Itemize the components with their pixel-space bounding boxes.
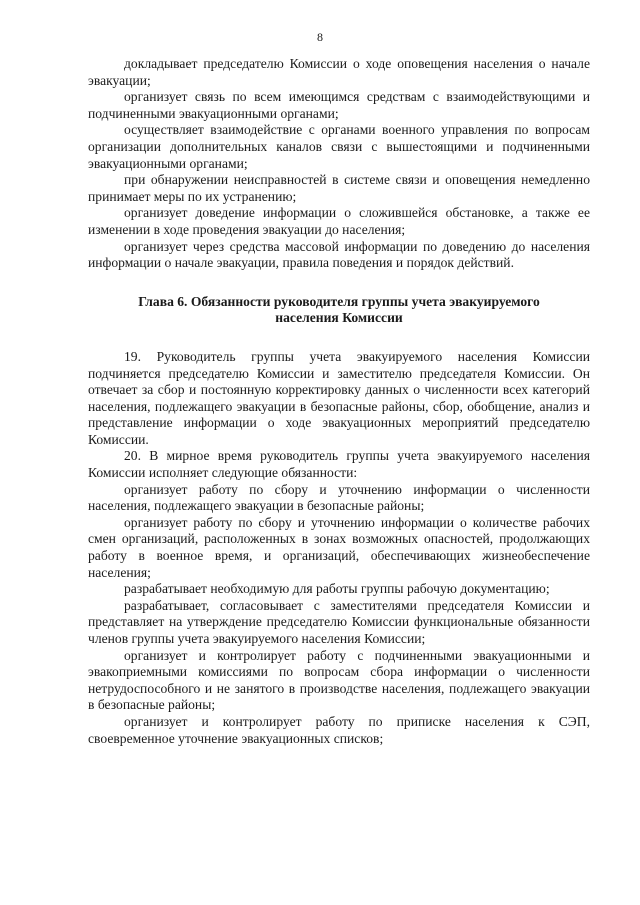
chapter-title: Глава 6. Обязанности руководителя группы учета эвакуируемого населения Комиссии — [138, 293, 540, 326]
paragraph: при обнаружении неисправностей в системе связи и оповещения немедленно принимает меры по их устранению; — [88, 172, 590, 204]
paragraph: разрабатывает, согласовывает с заместителями председателя Комиссии и представляет на утверждение председателю Комиссии функциональные обязанности членов группы учета эвакуируемого населения Комиссии; — [88, 597, 590, 646]
paragraph: организует работу по сбору и уточнению информации о численности населения, подлежащего эвакуации в безопасные районы; — [88, 481, 590, 514]
paragraph: 19. Руководитель группы учета эвакуируемого населения Комиссии подчиняется председателю Комиссии и заместителю председателя Комиссии. Он отвечает за сбор и постоянную корректировку данных о численности всех категорий населения, подлежащего эвакуации в безопасные районы, сбор, обобщение, анализ и представление информации о ходе эвакуационных мероприятий председателю Комиссии. — [88, 348, 590, 447]
document-body — [88, 56, 590, 747]
paragraph: разрабатывает необходимую для работы группы рабочую документацию; — [124, 581, 550, 597]
paragraph: организует через средства массовой информации по доведению до населения информации о начале эвакуации, правила поведения и порядок действий. — [88, 238, 590, 271]
paragraph: докладывает председателю Комиссии о ходе оповещения населения о начале эвакуации; — [88, 56, 590, 88]
paragraph: организует и контролирует работу с подчиненными эвакуационными и эвакоприемными комиссиями по вопросам сбора информации о численности нетрудоспособного и не занятого в производстве населения, подлежащего эвакуации в безопасные районы; — [88, 647, 590, 713]
paragraph: осуществляет взаимодействие с органами военного управления по вопросам организации дополнительных каналов связи с вышестоящими и подчиненными эвакуационными органами; — [88, 122, 590, 171]
paragraph: 20. В мирное время руководитель группы учета эвакуируемого населения Комиссии исполняет следующие обязанности: — [88, 448, 590, 481]
paragraph: организует связь по всем имеющимся средствам с взаимодействующими и подчиненными эвакуационными органами; — [88, 89, 590, 121]
page-number: 8 — [317, 30, 323, 44]
paragraph: организует доведение информации о сложившейся обстановке, а также ее изменении в ходе проведения эвакуации до населения; — [88, 205, 590, 237]
paragraph: организует и контролирует работу по приписке населения к СЭП, своевременное уточнение эвакуационных списков; — [88, 713, 590, 746]
paragraph: организует работу по сбору и уточнению информации о количестве рабочих смен организаций, расположенных в зонах возможных опасностей, продолжающих работу в военное время, и организаций, обеспечивающих жизнеобеспечение населения; — [88, 514, 590, 580]
